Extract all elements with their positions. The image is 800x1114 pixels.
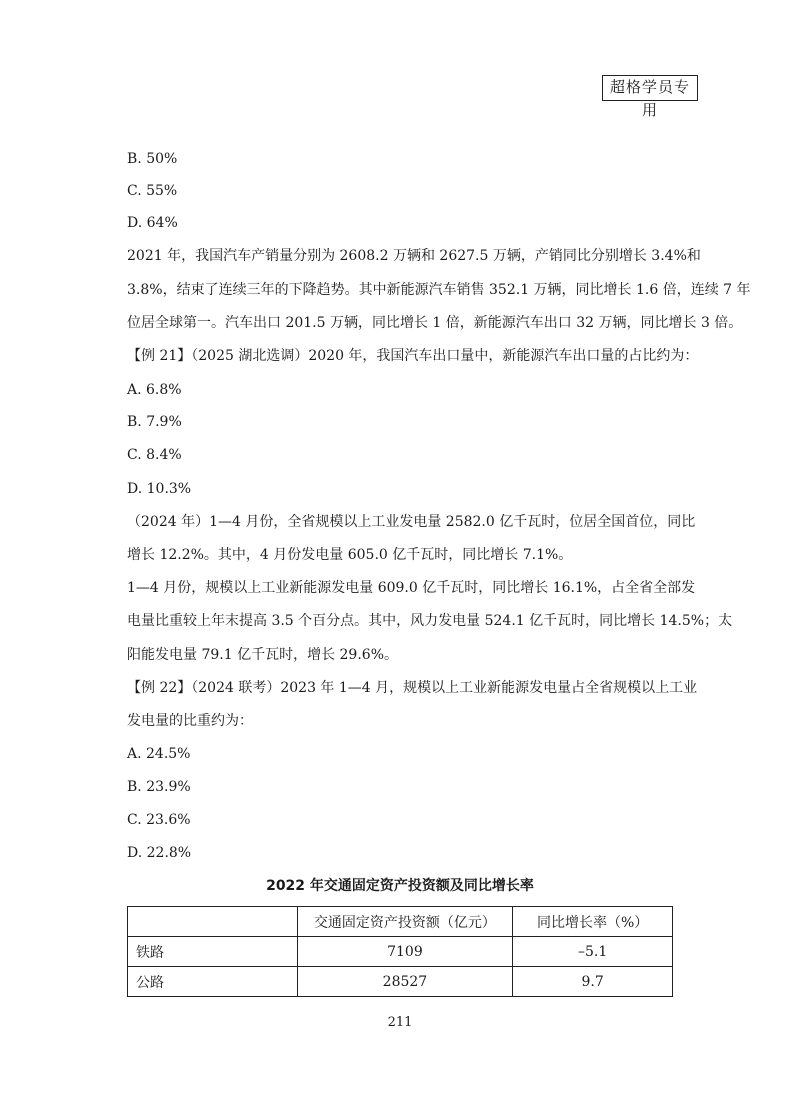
page-number: 211 <box>387 1015 413 1030</box>
paragraph-auto-line-2: 3.8%，结束了连续三年的下降趋势。其中新能源汽车销售 352.1 万辆，同比增长 1.6 倍，连续 7 年 <box>127 282 751 298</box>
prev-option-b: B. 50% <box>127 151 178 167</box>
student-only-badge: 超格学员专用 <box>602 75 698 101</box>
table-header-row <box>128 907 673 937</box>
table-header-cell: 交通固定资产投资额（亿元） <box>297 907 513 937</box>
example-22-option-b: B. 23.9% <box>127 779 191 795</box>
example-21-option-b: B. 7.9% <box>127 414 182 430</box>
example-21-question: 【例 21】（2025 湖北选调）2020 年，我国汽车出口量中，新能源汽车出口量的占比约为： <box>127 348 699 364</box>
example-22-question-line-1: 【例 22】（2024 联考）2023 年 1—4 月，规模以上工业新能源发电量占全省规模以上工业 <box>127 680 698 696</box>
table-cell: 7109 <box>297 937 513 967</box>
paragraph-power-line-2: 增长 12.2%。其中，4 月份发电量 605.0 亿千瓦时，同比增长 7.1%。 <box>127 547 573 563</box>
table-cell: 9.7 <box>513 967 673 997</box>
table-cell: 铁路 <box>128 937 298 967</box>
investment-table <box>127 906 673 997</box>
example-22-option-a: A. 24.5% <box>127 746 191 762</box>
example-22-option-d: D. 22.8% <box>127 845 192 861</box>
table-cell: 公路 <box>128 967 298 997</box>
example-21-option-d: D. 10.3% <box>127 481 192 497</box>
paragraph-auto-line-1: 2021 年，我国汽车产销量分别为 2608.2 万辆和 2627.5 万辆，产销同比分别增长 3.4%和 <box>127 248 701 264</box>
example-21-option-c: C. 8.4% <box>127 447 182 463</box>
example-22-question-line-2: 发电量的比重约为： <box>127 713 253 729</box>
table-header-cell <box>128 907 298 937</box>
paragraph-newenergy-line-3: 阳能发电量 79.1 亿千瓦时，增长 29.6%。 <box>127 647 398 663</box>
paragraph-newenergy-line-1: 1—4 月份，规模以上工业新能源发电量 609.0 亿千瓦时，同比增长 16.1%，占全省全部发 <box>127 580 696 596</box>
prev-option-c: C. 55% <box>127 183 178 199</box>
example-22-option-c: C. 23.6% <box>127 812 191 828</box>
paragraph-newenergy-line-2: 电量比重较上年末提高 3.5 个百分点。其中，风力发电量 524.1 亿千瓦时，同比增长 14.5%；太 <box>127 613 733 629</box>
table-cell: –5.1 <box>513 937 673 967</box>
prev-option-d: D. 64% <box>127 215 178 231</box>
table-row <box>128 967 673 997</box>
example-21-option-a: A. 6.8% <box>127 382 182 398</box>
table-title: 2022 年交通固定资产投资额及同比增长率 <box>266 878 534 894</box>
table-cell: 28527 <box>297 967 513 997</box>
table-row <box>128 937 673 967</box>
paragraph-power-line-1: （2024 年）1—4 月份，全省规模以上工业发电量 2582.0 亿千瓦时，位居全国首位，同比 <box>127 514 696 530</box>
table-header-cell: 同比增长率（%） <box>513 907 673 937</box>
paragraph-auto-line-3: 位居全球第一。汽车出口 201.5 万辆，同比增长 1 倍，新能源汽车出口 32 万辆，同比增长 3 倍。 <box>127 315 743 331</box>
